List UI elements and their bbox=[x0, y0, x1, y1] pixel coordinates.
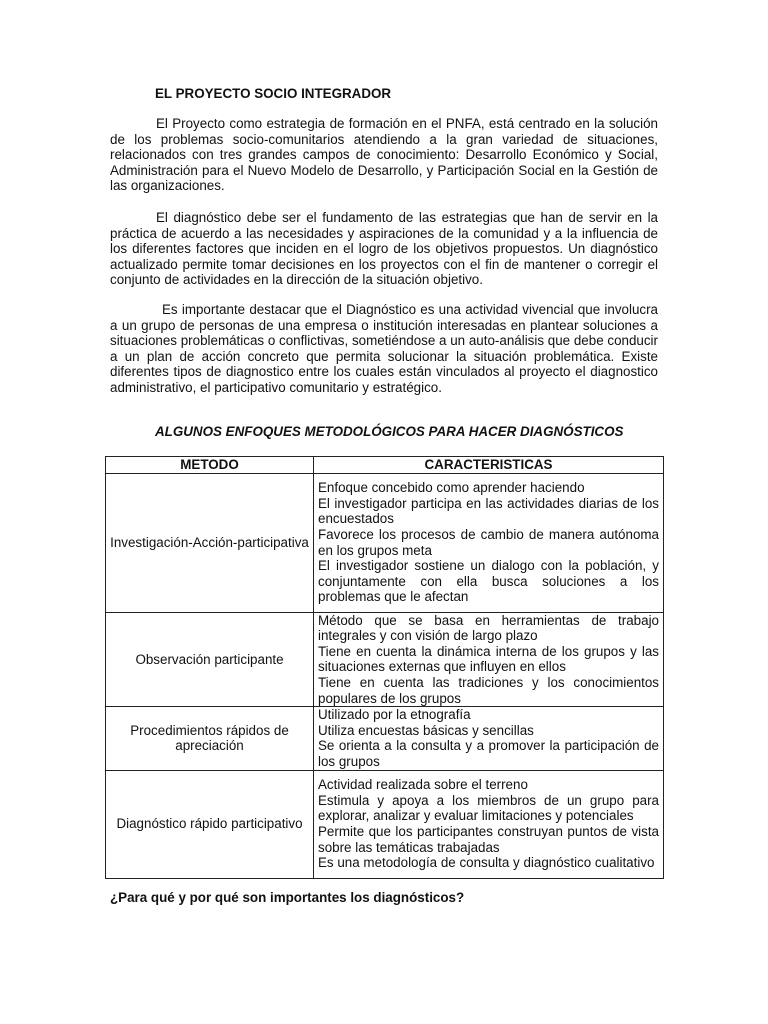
header-metodo: METODO bbox=[106, 457, 314, 474]
characteristic-item: Método que se basa en herramientas de trabajo integrales y con visión de largo plazo bbox=[318, 612, 659, 644]
characteristic-item: Estimula y apoya a los miembros de un grupo para explorar, analizar y evaluar limitaciones y potenciales bbox=[318, 792, 659, 824]
paragraph-diagnostico: El diagnóstico debe ser el fundamento de las estrategias que han de servir en la práctica de acuerdo a las necesidades y aspiraciones de la comunidad y a la influencia de los diferentes factores que inciden en el logro de los objetivos propuestos. Un diagnóstico actualizado permite tomar decisiones en los proyectos con el fin de mantener o corregir el conjunto de actividades en la dirección de la situación objetivo. bbox=[110, 210, 658, 288]
section-question: ¿Para qué y por qué son importantes los diagnósticos? bbox=[110, 890, 465, 905]
method-cell: Diagnóstico rápido participativo bbox=[106, 770, 314, 878]
document-title: EL PROYECTO SOCIO INTEGRADOR bbox=[155, 86, 392, 101]
method-cell: Procedimientos rápidos de apreciación bbox=[106, 707, 314, 770]
characteristic-item: Es una metodología de consulta y diagnóstico cualitativo bbox=[318, 855, 655, 871]
table-header-row bbox=[106, 457, 664, 474]
characteristics-cell bbox=[314, 707, 664, 770]
methods-table bbox=[105, 456, 664, 879]
paragraph-proyecto: El Proyecto como estrategia de formación en el PNFA, está centrado en la solución de los problemas socio-comunitarios atendiendo a la gran variedad de situaciones, relacionados con tres grandes campos de conocimiento: Desarrollo Económico y Social, Administración para el Nuevo Modelo de Desarrollo, y Participación Social en la Gestión de las organizaciones. bbox=[110, 116, 658, 194]
table-row bbox=[106, 473, 664, 612]
paragraph-importancia: Es importante destacar que el Diagnóstico es una actividad vivencial que involucra a un grupo de personas de una empresa o institución interesadas en plantear soluciones a situaciones problemáticas o conflictivas, sometiéndose a un auto-análisis que debe conducir a un plan de acción concreto que permita solucionar la situación problemática. Existe diferentes tipos de diagnostico entre los cuales están vinculados al proyecto el diagnostico administrativo, el participativo comunitario y estratégico. bbox=[110, 302, 658, 395]
characteristic-item: Permite que los participantes construyan puntos de vista sobre las temáticas trabajadas bbox=[318, 824, 659, 855]
characteristic-item: Tiene en cuenta las tradiciones y los conocimientos populares de los grupos bbox=[318, 674, 659, 706]
characteristic-item: Enfoque concebido como aprender haciendo bbox=[318, 480, 585, 496]
characteristic-item: El investigador sostiene un dialogo con la población, y conjuntamente con ella busca soluciones a los problemas que le afectan bbox=[318, 558, 659, 605]
characteristics-cell bbox=[314, 473, 664, 612]
table-row bbox=[106, 707, 664, 770]
characteristic-item: Utiliza encuestas básicas y sencillas bbox=[318, 722, 534, 738]
method-cell: Investigación-Acción-participativa bbox=[106, 473, 314, 612]
characteristic-item: Tiene en cuenta la dinámica interna de los grupos y las situaciones externas que influyen en ellos bbox=[318, 643, 659, 675]
characteristic-item: Se orienta a la consulta y a promover la participación de los grupos bbox=[318, 738, 659, 769]
characteristics-cell bbox=[314, 612, 664, 707]
table-title: ALGUNOS ENFOQUES METODOLÓGICOS PARA HACER DIAGNÓSTICOS bbox=[155, 424, 624, 439]
method-cell: Observación participante bbox=[106, 612, 314, 707]
characteristic-item: Favorece los procesos de cambio de manera autónoma en los grupos meta bbox=[318, 527, 659, 558]
table-row bbox=[106, 770, 664, 878]
characteristics-cell bbox=[314, 770, 664, 878]
header-caracteristicas: CARACTERISTICAS bbox=[314, 457, 664, 474]
table-row bbox=[106, 612, 664, 707]
characteristic-item: Actividad realizada sobre el terreno bbox=[318, 777, 528, 793]
characteristic-item: El investigador participa en las actividades diarias de los encuestados bbox=[318, 495, 659, 527]
characteristic-item: Utilizado por la etnografía bbox=[318, 707, 471, 723]
